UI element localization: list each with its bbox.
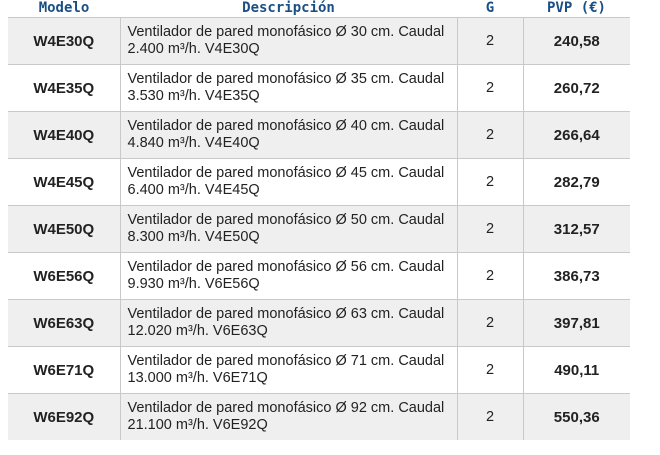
price-cell: 386,73	[523, 253, 630, 300]
description-cell	[120, 206, 457, 253]
g-cell: 2	[457, 18, 523, 65]
model-cell: W4E50Q	[8, 206, 120, 253]
table-row	[8, 394, 630, 441]
price-cell: 312,57	[523, 206, 630, 253]
price-cell: 266,64	[523, 112, 630, 159]
description-line-1: Ventilador de pared monofásico Ø 45 cm. Caudal	[127, 165, 445, 181]
g-cell: 2	[457, 112, 523, 159]
g-cell: 2	[457, 347, 523, 394]
g-cell: 2	[457, 394, 523, 441]
model-cell: W6E56Q	[8, 253, 120, 300]
description-line-2: 21.100 m³/h. V6E92Q	[127, 417, 268, 433]
table-row	[8, 65, 630, 112]
table-header-row	[8, 0, 630, 18]
description-cell	[120, 159, 457, 206]
header-model: Modelo	[8, 0, 120, 18]
description-line-1: Ventilador de pared monofásico Ø 63 cm. Caudal	[127, 306, 445, 322]
description-cell	[120, 112, 457, 159]
description-line-2: 8.300 m³/h. V4E50Q	[127, 229, 260, 245]
description-line-1: Ventilador de pared monofásico Ø 35 cm. Caudal	[127, 71, 445, 87]
description-line-2: 3.530 m³/h. V4E35Q	[127, 88, 260, 104]
model-cell: W4E30Q	[8, 18, 120, 65]
price-cell: 397,81	[523, 300, 630, 347]
price-cell: 240,58	[523, 18, 630, 65]
description-cell	[120, 253, 457, 300]
description-line-2: 9.930 m³/h. V6E56Q	[127, 276, 260, 292]
table-row	[8, 18, 630, 65]
description-cell	[120, 394, 457, 441]
g-cell: 2	[457, 300, 523, 347]
g-cell: 2	[457, 253, 523, 300]
model-cell: W4E35Q	[8, 65, 120, 112]
header-pvp: PVP (€)	[523, 0, 630, 18]
description-line-1: Ventilador de pared monofásico Ø 30 cm. Caudal	[127, 24, 445, 40]
description-line-2: 13.000 m³/h. V6E71Q	[127, 370, 268, 386]
description-cell	[120, 65, 457, 112]
model-cell: W4E45Q	[8, 159, 120, 206]
model-cell: W6E63Q	[8, 300, 120, 347]
header-description: Descripción	[120, 0, 457, 18]
description-cell	[120, 18, 457, 65]
price-table-container	[8, 0, 630, 440]
table-row	[8, 300, 630, 347]
description-cell	[120, 300, 457, 347]
description-cell	[120, 347, 457, 394]
price-cell: 260,72	[523, 65, 630, 112]
table-row	[8, 112, 630, 159]
price-table	[8, 0, 630, 440]
price-cell: 282,79	[523, 159, 630, 206]
price-cell: 490,11	[523, 347, 630, 394]
header-g: G	[457, 0, 523, 18]
price-cell: 550,36	[523, 394, 630, 441]
table-row	[8, 206, 630, 253]
table-row	[8, 253, 630, 300]
model-cell: W6E92Q	[8, 394, 120, 441]
description-line-2: 4.840 m³/h. V4E40Q	[127, 135, 260, 151]
model-cell: W6E71Q	[8, 347, 120, 394]
model-cell: W4E40Q	[8, 112, 120, 159]
description-line-1: Ventilador de pared monofásico Ø 40 cm. Caudal	[127, 118, 445, 134]
description-line-1: Ventilador de pared monofásico Ø 56 cm. Caudal	[127, 259, 445, 275]
g-cell: 2	[457, 159, 523, 206]
description-line-1: Ventilador de pared monofásico Ø 71 cm. Caudal	[127, 353, 445, 369]
table-row	[8, 347, 630, 394]
g-cell: 2	[457, 65, 523, 112]
table-row	[8, 159, 630, 206]
description-line-1: Ventilador de pared monofásico Ø 92 cm. Caudal	[127, 400, 445, 416]
description-line-2: 12.020 m³/h. V6E63Q	[127, 323, 268, 339]
description-line-2: 2.400 m³/h. V4E30Q	[127, 41, 260, 57]
description-line-1: Ventilador de pared monofásico Ø 50 cm. Caudal	[127, 212, 445, 228]
g-cell: 2	[457, 206, 523, 253]
description-line-2: 6.400 m³/h. V4E45Q	[127, 182, 260, 198]
